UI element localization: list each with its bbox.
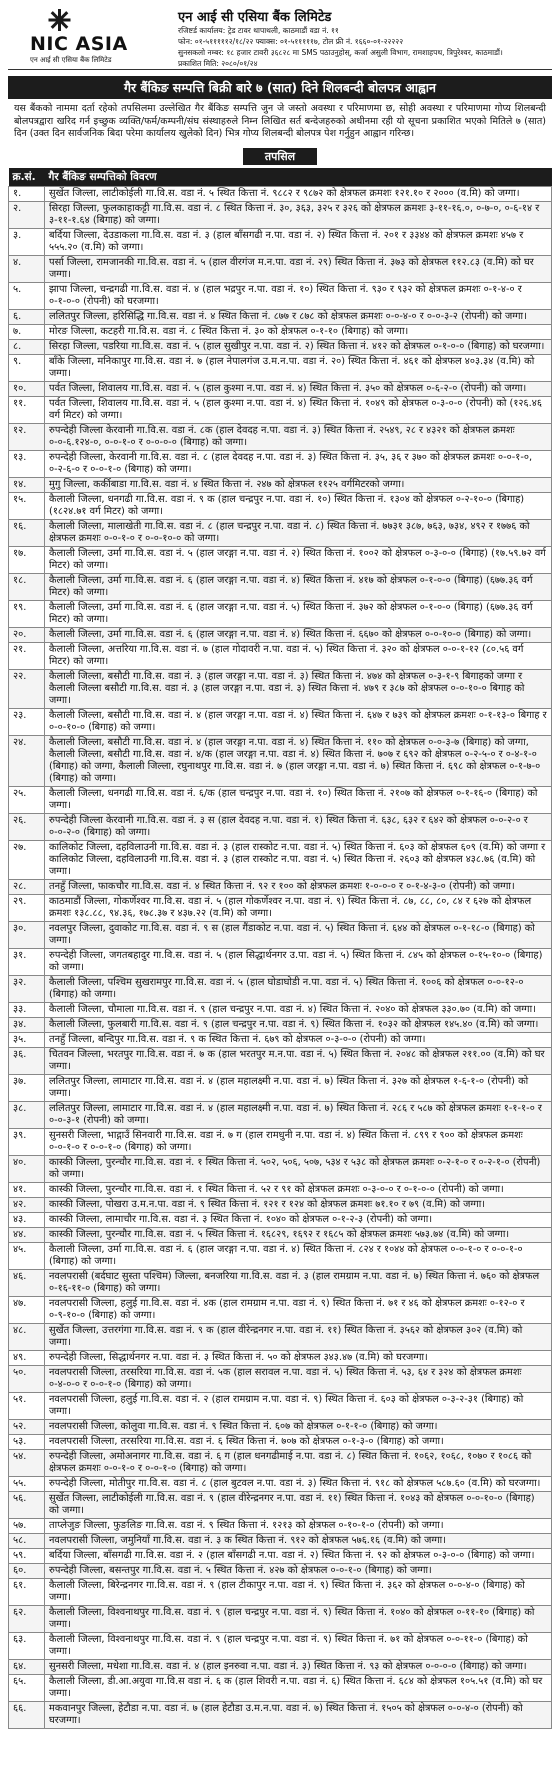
row-serial-number: १८.	[9, 573, 45, 600]
row-serial-number: ६०.	[9, 1563, 45, 1578]
row-serial-number: २९.	[9, 894, 45, 921]
row-serial-number: ४६.	[9, 1269, 45, 1296]
row-serial-number: ५९.	[9, 1548, 45, 1563]
row-serial-number: ३२.	[9, 975, 45, 1002]
table-row	[9, 1182, 552, 1197]
logo-name: NIC ASIA	[30, 32, 128, 55]
table-row	[9, 600, 552, 627]
table-row	[9, 324, 552, 339]
row-serial-number: ५३.	[9, 1434, 45, 1449]
row-serial-number: ६२.	[9, 1605, 45, 1632]
bank-contact: फोन: ०१-५१११११२/१८/२२ फ्याक्स: ०१-५१११११७, टोल फ्री नं. १६६०-०१-२२२२२	[178, 37, 404, 46]
bank-logo	[8, 4, 178, 69]
col-sn-header: क्र.सं.	[9, 168, 45, 187]
row-property-description: रुपन्देही जिल्ला, केरवानी गा.वि.स. वडा नं. ८ (हाल देवदह न.पा. वडा नं. ३) स्थित कित्ता नं. ३५, ३६ र ३७० को क्षेत्रफल क्रमशः ०-०-१-०, ०-२-६-० र ०-०-१-० (बिगाह) को जग्गा।	[45, 450, 552, 477]
row-serial-number: ५६.	[9, 1491, 45, 1518]
row-property-description: नवलपरासी जिल्ला, तरसरिया गा.वि.स. वडा नं. ६ स्थित कित्ता नं. ७०७ को क्षेत्रफल ०-१-३-० (बिगाह) को जग्गा।	[45, 1434, 552, 1449]
row-serial-number: ६४.	[9, 1659, 45, 1674]
row-serial-number: १७.	[9, 546, 45, 573]
table-row	[9, 627, 552, 642]
table-row	[9, 948, 552, 975]
row-serial-number: ३८.	[9, 1101, 45, 1128]
table-row	[9, 1476, 552, 1491]
row-serial-number: ३०.	[9, 921, 45, 948]
table-row	[9, 309, 552, 324]
row-property-description: रुपन्देही जिल्ला, बसन्तपुर गा.वि.स. वडा नं. ५ स्थित कित्ता नं. ४२७ को क्षेत्रफल ०-०-१-० (बिगाह) को जग्गा।	[45, 1563, 552, 1578]
row-property-description: ललितपुर जिल्ला, लामाटार गा.वि.स. वडा नं. ४ (हाल महालक्ष्मी न.पा. वडा नं. ७) स्थित कित्ता नं. ३२७ को क्षेत्रफल १-६-१-० (रोपनी) को जग्गा।	[45, 1074, 552, 1101]
row-property-description: कैलाली जिल्ला, बसौटी गा.वि.स. वडा नं. ४ (हाल जरङ्गा न.पा. वडा नं. ४) स्थित कित्ता नं. ११० को क्षेत्रफल ०-०-३-७ (बिगाह) को जग्गा, कैलाली जिल्ला, बसौटी गा.वि.स. वडा नं. ४/क (हाल जरङ्गा न.पा. वडा नं. ४) स्थित कित्ता नं. ७०७ र ६९२ को क्षेत्रफल ०-२-५-० र ०-४-१-० (बिगाह) को जग्गा, कैलाली जिल्ला, रघुनाथपुर गा.वि.स. वडा नं. ७ (हाल जरङ्गा न.पा. वडा नं. ७) स्थित कित्ता नं. ६९८ को क्षेत्रफल ०-१-७-० (बिगाह) को जग्गा।	[45, 735, 552, 786]
table-header-row	[9, 168, 552, 187]
table-row	[9, 708, 552, 735]
table-row	[9, 879, 552, 894]
row-property-description: कैलाली जिल्ला, बसौटी गा.वि.स. वडा नं. ३ (हाल जरङ्गा न.पा. वडा नं. ३) स्थित कित्ता नं. ४७४ को क्षेत्रफल ०-३-१-९ बिगाहको जग्गा र कैलाली जिल्ला बसौटी गा.वि.स. वडा नं. ३ (हाल जरङ्गा न.पा. वडा नं. ३) स्थित कित्ता नं. ४७९ र ३८७ को क्षेत्रफल ०-०-१०-० बिगाह को जग्गा।	[45, 669, 552, 708]
row-serial-number: २.	[9, 201, 45, 228]
table-row	[9, 1350, 552, 1365]
row-property-description: कैलाली जिल्ला, डी.आ.अयुवा गा.वि.स वडा नं. ६ क (हाल शिवरी न.पा. वडा नं. ६) स्थित कित्ता नं. ६८४ को क्षेत्रफल १०५.५१ (व.मि) को घर जग्गा।	[45, 1674, 552, 1701]
table-row	[9, 1533, 552, 1548]
row-property-description: ललितपुर जिल्ला, हरिसिद्धि गा.वि.स. वडा नं. ४ स्थित कित्ता नं. ८७७ र ८७८ को क्षेत्रफल क्रमशः ०-०-४-० र ०-०-३-२ (रोपनी) को जग्गा।	[45, 309, 552, 324]
table-row	[9, 1419, 552, 1434]
row-property-description: कैलाली जिल्ला, अत्तरिया गा.वि.स. वडा नं. ७ (हाल गोदावरी न.पा. वडा नं. ५) स्थित कित्ता नं. ३२० को क्षेत्रफल ०-०-१-१२ (८०.५६ वर्ग मिटर) को जग्गा।	[45, 642, 552, 669]
row-property-description: रुपन्देही जिल्ला केरवानी गा.वि.स. वडा नं. ३ स (हाल देवदह न.पा. वडा नं. १) स्थित कित्ता नं. ६३८, ६३२ र ६४२ को क्षेत्रफल ०-०-२-० र ०-०-२-० (बिगाह) को जग्गा।	[45, 813, 552, 840]
row-property-description: कैलाली जिल्ला, विश्वनाथपुर गा.वि.स. वडा नं. ९ (हाल चन्द्रपुर न.पा. वडा नं. ९) स्थित कित्ता नं. १०४० को क्षेत्रफल ०-११-१० (बिगाह) को जग्गा।	[45, 1605, 552, 1632]
row-serial-number: ४५.	[9, 1242, 45, 1269]
row-property-description: कैलाली जिल्ला, धनगढी गा.वि.स. वडा नं. ६/क (हाल चन्द्रपुर न.पा. वडा नं. १०) स्थित कित्ता नं. २१०७ को क्षेत्रफल ०-१-१६-० (बिगाह) को जग्गा।	[45, 786, 552, 813]
table-row	[9, 1449, 552, 1476]
row-serial-number: ५४.	[9, 1449, 45, 1476]
table-row	[9, 1269, 552, 1296]
row-serial-number: १६.	[9, 519, 45, 546]
row-serial-number: १२.	[9, 423, 45, 450]
row-serial-number: २१.	[9, 642, 45, 669]
row-property-description: कालिकोट जिल्ला, दहविलाउनी गा.वि.स. वडा नं. ३ (हाल रास्कोट न.पा. वडा नं. ५) स्थित कित्ता नं. ६०३ को क्षेत्रफल ६०९ (व.मि) को जग्गा र कालिकोट जिल्ला, दहविलाउनी गा.वि.स. वडा नं. ३ (हाल रास्कोट न.पा. वडा नं. ५) स्थित कित्ता नं. २६०३ को क्षेत्रफल ४३८.७६ (व.मि) को जग्गा।	[45, 840, 552, 879]
row-property-description: झापा जिल्ला, चन्द्रगढी गा.वि.स. वडा नं. ४ (हाल भद्रपुर न.पा. वडा नं. १०) स्थित कित्ता नं. ९३० र ९३२ को क्षेत्रफल क्रमशः ०-१-४-० र ०-१-०-० (रोपनी) को घरजग्गा।	[45, 282, 552, 309]
table-row	[9, 228, 552, 255]
row-serial-number: ५.	[9, 282, 45, 309]
row-serial-number: ५१.	[9, 1392, 45, 1419]
table-row	[9, 1047, 552, 1074]
row-serial-number: ६१.	[9, 1578, 45, 1605]
table-row	[9, 255, 552, 282]
row-serial-number: ३६.	[9, 1047, 45, 1074]
row-serial-number: ५८.	[9, 1533, 45, 1548]
table-row	[9, 813, 552, 840]
row-property-description: कास्की जिल्ला, पोखरा उ.म.न.पा. वडा नं. ९ स्थित कित्ता नं. १२१ र १२४ को क्षेत्रफल क्रमशः ७१.१० र ७९ (व.मि) को जग्गा।	[45, 1197, 552, 1212]
row-property-description: कैलाली जिल्ला, विश्वनाथपुर गा.वि.स. वडा नं. ९ (हाल चन्द्रपुर न.पा. वडा नं. ९) स्थित कित्ता नं. ७१ को क्षेत्रफल ०-०-११-० (बिगाह) को जग्गा।	[45, 1632, 552, 1659]
row-property-description: कास्की जिल्ला, पुरन्चौर गा.वि.स. वडा नं. १ स्थित कित्ता नं. ५०२, ५०६, ५०७, ५३४ र ५३८ को क्षेत्रफल क्रमशः ०-२-१-० र ०-२-१-० (रोपनी) को जग्गा।	[45, 1155, 552, 1182]
table-row	[9, 921, 552, 948]
row-property-description: सिरहा जिल्ला, पडरिया गा.वि.स. वडा नं. ५ (हाल सुखीपुर न.पा. वडा नं. २) स्थित कित्ता नं. ४१२ को क्षेत्रफल ०-१-०-० (बिगाह) को घरजग्गा।	[45, 339, 552, 354]
table-row	[9, 477, 552, 492]
bank-sms: सुनसकलो नम्बर: १८ हजार टावरी ३६८२८ मा SMS पठाउनुहोस्, कर्जा असुली विभाग, रामशाहपथ, त्रिपुरेश्वर, काठमाडौं।	[178, 48, 503, 57]
row-property-description: कास्की जिल्ला, लामाचौर गा.वि.स. वडा नं. ३ स्थित कित्ता नं. १०४० को क्षेत्रफल ०-१-२-३ (रोपनी) को जग्गा।	[45, 1212, 552, 1227]
row-property-description: मुगु जिल्ला, कर्कीबाडा गा.वि.स. वडा नं. ४ स्थित कित्ता नं. २४७ को क्षेत्रफल ११२५ वर्गमिटरको जग्गा।	[45, 477, 552, 492]
row-property-description: तनहुँ जिल्ला, फाकचौर गा.वि.स. वडा नं. ४ स्थित कित्ता नं. ९२ र १०० को क्षेत्रफल क्रमशः १-०-०-० र ०-१-४-३-० (रोपनी) को जग्गा।	[45, 879, 552, 894]
row-property-description: सुर्खेत जिल्ला, लाटीकोईली गा.वि.स. वडा नं. ९ (हाल वीरेन्द्रनगर न.पा. वडा नं. ११) स्थित कित्ता नं. १०४३ को क्षेत्रफल ०-०-१०-० (बिगाह) को जग्गा।	[45, 1491, 552, 1518]
row-serial-number: २५.	[9, 786, 45, 813]
table-row	[9, 282, 552, 309]
row-serial-number: ३९.	[9, 1128, 45, 1155]
table-row	[9, 1518, 552, 1533]
row-serial-number: ३३.	[9, 1002, 45, 1017]
row-property-description: नवलपरासी (बर्दघाट सुस्ता पश्चिम) जिल्ला, बनजरिया गा.वि.स. वडा नं. ३ (हाल रामग्राम न.पा. वडा नं. ७) स्थित कित्ता नं. ७६० को क्षेत्रफल ०-१६-११-० (बिगाह) को जग्गा।	[45, 1269, 552, 1296]
row-property-description: बर्दिया जिल्ला, बाँसगढी गा.वि.स. वडा नं. २ (हाल बाँसगढी न.पा. वडा नं. २) स्थित कित्ता नं. ९२ को क्षेत्रफल ०-३-०-० (बिगाह) को जग्गा।	[45, 1548, 552, 1563]
section-title	[8, 148, 552, 165]
row-property-description: मोरङ जिल्ला, कटहरी गा.वि.स. वडा नं. ८ स्थित कित्ता नं. ३० को क्षेत्रफल ०-१-१० (बिगाह) को जग्गा।	[45, 324, 552, 339]
row-serial-number: ५२.	[9, 1419, 45, 1434]
star-icon	[48, 9, 70, 31]
row-serial-number: १.	[9, 186, 45, 201]
table-row	[9, 1032, 552, 1047]
row-property-description: रुपन्देही जिल्ला, मोतीपुर गा.वि.स. वडा नं. ८ (हाल बुटवल न.पा. वडा नं. ३) स्थित कित्ता नं. ९१८ को क्षेत्रफल ५८७.६० (व.मि) को घरजग्गा।	[45, 1476, 552, 1491]
row-property-description: कैलाली जिल्ला, मालाखेती गा.वि.स. वडा नं. ८ (हाल चन्द्रपुर न.पा. वडा नं. ८) स्थित कित्ता नं. ७७३१ ३८७, ७६३, ७३४, ४९२ र १७७६ को क्षेत्रफल क्रमशः ०-०-१-० र ०-०-१०-० को जग्गा।	[45, 519, 552, 546]
row-serial-number: २७.	[9, 840, 45, 879]
row-property-description: कैलाली जिल्ला, बसौटी गा.वि.स. वडा नं. ४ (हाल जरङ्गा न.पा. वडा नं. ४) स्थित कित्ता नं. ६४७ र ७३९ को क्षेत्रफल क्रमशः ०-१-१३-० बिगाह र ०-०-१०-० (बिगाह) को जग्गा।	[45, 708, 552, 735]
row-serial-number: १३.	[9, 450, 45, 477]
notice-title: गैर बैंकिङ सम्पत्ति बिक्री बारे ७ (सात) दिने शिलबन्दी बोलपत्र आह्वान	[8, 76, 552, 99]
row-serial-number: ९.	[9, 354, 45, 381]
row-property-description: कैलाली जिल्ला, धनगढी गा.वि.स. वडा नं. ९ क (हाल चन्द्रपुर न.पा. वडा नं. १०) स्थित कित्ता नं. १३०४ को क्षेत्रफल ०-२-१०-० (बिगाह) (१८२४.७१ वर्ग मिटर) को जग्गा।	[45, 492, 552, 519]
table-row	[9, 1563, 552, 1578]
row-serial-number: ३५.	[9, 1032, 45, 1047]
row-property-description: नवलपुर जिल्ला, दुवाकोट गा.वि.स. वडा नं. ९ स (हाल गैंडाकोट न.पा. वडा नं. ५) स्थित कित्ता नं. ६४४ को क्षेत्रफल ०-१-१८-० (बिगाह) को जग्गा।	[45, 921, 552, 948]
row-property-description: सुनसरी जिल्ला, भाद्गाउँ सिनवारी गा.वि.स. वडा नं. ७ ग (हाल रामधुनी न.पा. वडा नं. ४) स्थित कित्ता नं. ८९९ र ९०० को क्षेत्रफल क्रमशः ०-०-१-० र ०-०-१-० (बिगाह) को जग्गा।	[45, 1128, 552, 1155]
row-serial-number: ४३.	[9, 1212, 45, 1227]
row-serial-number: ६५.	[9, 1674, 45, 1701]
row-serial-number: ११.	[9, 396, 45, 423]
row-serial-number: ६६.	[9, 1701, 45, 1728]
row-serial-number: २६.	[9, 813, 45, 840]
table-row	[9, 1074, 552, 1101]
row-property-description: रुपन्देही जिल्ला केरवानी गा.वि.स. वडा नं. ८क (हाल देवदह न.पा. वडा नं. ३) स्थित कित्ता नं. २५४९, २८ र ४३२१ को क्षेत्रफल क्रमशः ०-०-६.१२४-०, ०-०-१-० र ०-०-०-० (बिगाह) को जग्गा।	[45, 423, 552, 450]
table-row	[9, 1491, 552, 1518]
row-serial-number: ८.	[9, 339, 45, 354]
row-serial-number: ३७.	[9, 1074, 45, 1101]
row-serial-number: ५७.	[9, 1518, 45, 1533]
row-serial-number: ४७.	[9, 1296, 45, 1323]
row-property-description: रुपन्देही जिल्ला, जगतबहादुर गा.वि.स. वडा नं. ५ (हाल सिद्धार्थनगर उ.पा. वडा नं. ५) स्थित कित्ता नं. ८४५ को क्षेत्रफल ०-१५-१०-० (बिगाह) को जग्गा।	[45, 948, 552, 975]
bank-name: एन आई सी एसिया बैंक लिमिटेड	[178, 10, 332, 25]
row-property-description: रुपन्देही जिल्ला, सिद्धार्थनगर न.पा. वडा नं. ३ स्थित कित्ता नं. ५० को क्षेत्रफल ३४३.४७ (व.मि) को घरजग्गा।	[45, 1350, 552, 1365]
table-row	[9, 1227, 552, 1242]
row-serial-number: १०.	[9, 381, 45, 396]
table-row	[9, 1578, 552, 1605]
table-row	[9, 1155, 552, 1182]
table-row	[9, 840, 552, 879]
row-serial-number: २३.	[9, 708, 45, 735]
table-row	[9, 1674, 552, 1701]
row-property-description: कास्की जिल्ला, पुरन्चौर गा.वि.स. वडा नं. १ स्थित कित्ता नं. ५२ र ९१ को क्षेत्रफल क्रमशः ०-३-०-० र ०-१-०-० (रोपनी) को जग्गा।	[45, 1182, 552, 1197]
row-property-description: सुर्खेत जिल्ला, उत्तरगंगा गा.वि.स. वडा नं. ९ क (हाल वीरेन्द्रनगर न.पा. वडा नं. ११) स्थित कित्ता नं. ३५६२ को क्षेत्रफल ३०२ (व.मि) को जग्गा।	[45, 1323, 552, 1350]
table-row	[9, 1323, 552, 1350]
table-row	[9, 201, 552, 228]
row-property-description: कास्की जिल्ला, पुरन्चौर गा.वि.स. वडा नं. ५ स्थित कित्ता नं. १६८२९, १६९२ र १६८५ को क्षेत्रफल क्रमशः ५७३.७४ (व.मि) को जग्गा।	[45, 1227, 552, 1242]
row-property-description: काठमाडौं जिल्ला, गोकर्णेश्वर गा.वि.स. वडा नं. ५ (हाल गोकर्णेश्वर न.पा. वडा नं. ९) स्थित कित्ता नं. ८७, ८८, ८०, ८४ र ६२७ को क्षेत्रफल क्रमशः १३८.८८, ९४.३६, १७८.३७ र ४३७.२२ (व.मि) को जग्गा।	[45, 894, 552, 921]
row-serial-number: २२.	[9, 669, 45, 708]
table-row	[9, 573, 552, 600]
table-row	[9, 492, 552, 519]
notice-intro: यस बैंकको नाममा दर्ता रहेको तपसिलमा उल्लेखित गैर बैंकिङ सम्पत्ति जुन जे जस्तो अवस्था र परिमाणमा छ, सोही अवस्था र परिमाणमा गोप्य शिलबन्दी बोलपत्रद्वारा खरिद गर्न इच्छुक व्यक्ति/फर्म/कम्पनी/संघ संस्थाहरुले निम्न लिखित सर्त बन्देजहरुको अधीनमा रही यो सूचना प्रकाशित भएको मितिले ७ (सात) दिन (उक्त दिन सार्वजनिक बिदा परेमा कार्यालय खुलेको दिन) भित्र गोप्य शिलबन्दी बोलपत्र पेश गर्नुहुन आह्वान गरिन्छ।	[14, 103, 546, 139]
row-serial-number: २८.	[9, 879, 45, 894]
row-serial-number: ४८.	[9, 1323, 45, 1350]
row-serial-number: ४२.	[9, 1197, 45, 1212]
table-row	[9, 1434, 552, 1449]
row-property-description: बाँके जिल्ला, मनिकापुर गा.वि.स. वडा नं. ७ (हाल नेपालगंज उ.म.न.पा. वडा नं. २०) स्थित कित्ता नं. ४६१ को क्षेत्रफल ४०३.३४ (व.मि) को जग्गा।	[45, 354, 552, 381]
table-row	[9, 1605, 552, 1632]
row-property-description: नवलपरासी जिल्ला, कोलुवा गा.वि.स. वडा नं. ९ स्थित कित्ता नं. ६०७ को क्षेत्रफल ०-१-१-० (बिगाह) को जग्गा।	[45, 1419, 552, 1434]
table-row	[9, 1212, 552, 1227]
col-desc-header: गैर बैंकिङ सम्पत्तिको विवरण	[45, 168, 552, 187]
row-serial-number: २४.	[9, 735, 45, 786]
table-row	[9, 975, 552, 1002]
row-serial-number: १५.	[9, 492, 45, 519]
logo-tagline: एन आई सी एसिया बैंक लिमिटेड	[30, 55, 112, 64]
row-property-description: तनहुँ जिल्ला, बन्दिपुर गा.वि.स. वडा नं. ९ क स्थित कित्ता नं. ६७९ को क्षेत्रफल ०-३-०-० (रोपनी) को जग्गा।	[45, 1032, 552, 1047]
row-serial-number: ७.	[9, 324, 45, 339]
table-row	[9, 1392, 552, 1419]
row-serial-number: ४०.	[9, 1155, 45, 1182]
publish-date: प्रकाशित मिति: २०८०/०१/२४	[178, 59, 258, 68]
row-serial-number: १९.	[9, 600, 45, 627]
table-row	[9, 894, 552, 921]
table-row	[9, 519, 552, 546]
row-property-description: नवलपरासी जिल्ला, हलुई गा.वि.स. वडा नं. २ (हाल रामग्राम न.पा. वडा नं. ९) स्थित कित्ता नं. ६०३ को क्षेत्रफल ०-३-२-३१ (बिगाह) को जग्गा।	[45, 1392, 552, 1419]
row-property-description: कैलाली जिल्ला, उर्मा गा.वि.स. वडा नं. ६ (हाल जरङ्गा न.पा. वडा नं. ५) स्थित कित्ता नं. ३७२ को क्षेत्रफल ०-१-०-० (बिगाह) (६७७.३६ वर्ग मिटर) को जग्गा।	[45, 600, 552, 627]
table-row	[9, 396, 552, 423]
table-row	[9, 1365, 552, 1392]
table-row	[9, 381, 552, 396]
row-property-description: मकवानपुर जिल्ला, हेटौडा न.पा. वडा नं. ७ (हाल हेटौडा उ.म.न.पा. वडा नं. ७) स्थित कित्ता नं. १५०५ को क्षेत्रफल ०-०-४-० (रोपनी) को घरजग्गा।	[45, 1701, 552, 1728]
bank-header	[8, 4, 552, 70]
table-row	[9, 1701, 552, 1728]
table-row	[9, 1002, 552, 1017]
bank-address: रजिष्टर्ड कार्यालय: ट्रेड टावर थापाथली, काठमाडौं वडा नं. ११	[178, 26, 339, 35]
table-row	[9, 546, 552, 573]
section-title-label: तपसिल	[243, 148, 317, 165]
table-row	[9, 339, 552, 354]
row-serial-number: ४४.	[9, 1227, 45, 1242]
row-serial-number: १४.	[9, 477, 45, 492]
row-property-description: रुपन्देही जिल्ला, अमोअनागर गा.वि.स. वडा नं. ६ ग (हाल धनगढीमाई न.पा. वडा नं. ८) स्थित कित्ता नं. १०६२, १०६८, १०७० र १०८६ को क्षेत्रफल क्रमशः ०-०-१-० र ०-०-१-० (बिगाह) को जग्गा।	[45, 1449, 552, 1476]
table-row	[9, 423, 552, 450]
row-property-description: नवलपरासी जिल्ला, जमुनियाँ गा.वि.स. वडा नं. ३ क स्थित कित्ता नं. ९१२ को क्षेत्रफल ५७६.१६ (व.मि) को जग्गा।	[45, 1533, 552, 1548]
row-serial-number: ४१.	[9, 1182, 45, 1197]
row-serial-number: ३.	[9, 228, 45, 255]
row-serial-number: ५५.	[9, 1476, 45, 1491]
table-body	[9, 186, 552, 1728]
table-row	[9, 669, 552, 708]
row-property-description: सुर्खेत जिल्ला, लाटीकोईली गा.वि.स. वडा नं. ५ स्थित कित्ता नं. ९८८२ र ९८७२ को क्षेत्रफल क्रमशः १२१.१० र २००० (व.मि) को जग्गा।	[45, 186, 552, 201]
row-property-description: कैलाली जिल्ला, उर्मा गा.वि.स. वडा नं. ५ (हाल जरङ्गा न.पा. वडा नं. २) स्थित कित्ता नं. १००२ को क्षेत्रफल ०-३-०-० (बिगाह) (१७.५९.७२ वर्ग मिटर) को जग्गा।	[45, 546, 552, 573]
row-serial-number: ६.	[9, 309, 45, 324]
row-property-description: बर्दिया जिल्ला, देउडाकला गा.वि.स. वडा नं. ३ (हाल बाँसगढी न.पा. वडा नं. २) स्थित कित्ता नं. २०१ र ३३४४ को क्षेत्रफल क्रमशः ४५७ र ५५५.२० (व.मि) को जग्गा।	[45, 228, 552, 255]
row-serial-number: ३४.	[9, 1017, 45, 1032]
row-property-description: पर्सा जिल्ला, रामजानकी गा.वि.स. वडा नं. ५ (हाल वीरगंज म.न.पा. वडा नं. २९) स्थित कित्ता नं. ३७३ को क्षेत्रफल ११२.८३ (व.मि) को घर जग्गा।	[45, 255, 552, 282]
table-row	[9, 1017, 552, 1032]
row-property-description: पर्वत जिल्ला, शिवालय गा.वि.स. वडा नं. ५ (हाल कुश्मा न.पा. वडा नं. ४) स्थित कित्ता नं. १०४९ को क्षेत्रफल ०-३-०-० (रोपनी) को (१२६.४६ वर्ग मिटर) को जग्गा।	[45, 396, 552, 423]
table-row	[9, 186, 552, 201]
row-serial-number: ३१.	[9, 948, 45, 975]
row-property-description: कैलाली जिल्ला, फुलबारी गा.वि.स. वडा नं. ९ (हाल चन्द्रपुर न.पा. वडा नं. ९) स्थित कित्ता नं. १०३२ को क्षेत्रफल १४५.४० (व.मि) को जग्गा।	[45, 1017, 552, 1032]
property-table	[8, 168, 552, 1729]
row-property-description: सुनसरी जिल्ला, मधेशा गा.वि.स. वडा नं. ४ (हाल इनरुवा न.पा. वडा नं. ३) स्थित कित्ता नं. ९३ को क्षेत्रफल ०-०-०-० (बिगाह) को जग्गा।	[45, 1659, 552, 1674]
row-property-description: कैलाली जिल्ला, उर्मा गा.वि.स. वडा नं. ६ (हाल जरङ्गा न.पा. वडा नं. ४) स्थित कित्ता नं. ४१७ को क्षेत्रफल ०-१-०-० (बिगाह) (६७७.३६ वर्ग मिटर) को जग्गा।	[45, 573, 552, 600]
row-serial-number: ४९.	[9, 1350, 45, 1365]
table-row	[9, 642, 552, 669]
table-row	[9, 1296, 552, 1323]
row-property-description: कैलाली जिल्ला, बिरेन्द्रनगर गा.वि.स. वडा नं. ९ (हाल टीकापुर न.पा. वडा नं. ९) स्थित कित्ता नं. ३६२ को क्षेत्रफल ०-०-४-० (बिगाह) को जग्गा।	[45, 1578, 552, 1605]
table-row	[9, 1548, 552, 1563]
table-row	[9, 735, 552, 786]
row-property-description: सिरहा जिल्ला, फुलकाहाकट्टी गा.वि.स. वडा नं. ८ स्थित कित्ता नं. ३०, ३६३, ३२५ र ३२६ को क्षेत्रफल क्रमशः ३-११-१६.०, ०-७-०, ०-६-१४ र ३-११-१.६४ (बिगाह) को जग्गा।	[45, 201, 552, 228]
table-row	[9, 1659, 552, 1674]
row-serial-number: ५०.	[9, 1365, 45, 1392]
row-property-description: पर्वत जिल्ला, शिवालय गा.वि.स. वडा नं. ५ (हाल कुश्मा न.पा. वडा नं. ४) स्थित कित्ता नं. ३५० को क्षेत्रफल ०-६-२-० (रोपनी) को जग्गा।	[45, 381, 552, 396]
table-row	[9, 354, 552, 381]
table-row	[9, 1101, 552, 1128]
row-serial-number: ४.	[9, 255, 45, 282]
bank-info	[178, 4, 552, 69]
row-property-description: नवलपरासी जिल्ला, तरसरिया गा.वि.स. वडा नं. ५क (हाल सरावल न.पा. वडा नं. ५) स्थित कित्ता नं. ५३, ६४ र ३२४ को क्षेत्रफल क्रमशः ०-४-०-० र ०-०-१-० (बिगाह) को जग्गा।	[45, 1365, 552, 1392]
table-row	[9, 786, 552, 813]
table-row	[9, 1632, 552, 1659]
row-property-description: कैलाली जिल्ला, उर्मा गा.वि.स. वडा नं. ६ (हाल जरङ्गा न.पा. वडा नं. ४) स्थित कित्ता नं. ८२४ र १०४४ को क्षेत्रफल ०-०-१-० र ०-०-१-० (बिगाह) को जग्गा।	[45, 1242, 552, 1269]
row-property-description: कैलाली जिल्ला, पश्चिम सुखरामपुर गा.वि.स. वडा नं. ५ (हाल घोडाघोडी न.पा. वडा नं. ५) स्थित कित्ता नं. १००६ को क्षेत्रफल ०-०-१२-० (बिगाह) को जग्गा।	[45, 975, 552, 1002]
table-row	[9, 1242, 552, 1269]
row-property-description: कैलाली जिल्ला, उर्मा गा.वि.स. वडा नं. ६ (हाल जरङ्गा न.पा. वडा नं. ४) स्थित कित्ता नं. ६६७० को क्षेत्रफल ०-०-१०-० (बिगाह) को जग्गा।	[45, 627, 552, 642]
row-property-description: ताप्लेजुङ जिल्ला, फुङलिङ गा.वि.स. वडा नं. ९ स्थित कित्ता नं. १२१३ को क्षेत्रफल ०-१०-१-० (रोपनी) को जग्गा।	[45, 1518, 552, 1533]
row-property-description: नवलपरासी जिल्ला, हलुई गा.वि.स. वडा नं. ४क (हाल रामग्राम न.पा. वडा नं. ९) स्थित कित्ता नं. ७१ र ४६ को क्षेत्रफल क्रमशः ०-१२-० र ०-९-१०-० (बिगाह) को जग्गा।	[45, 1296, 552, 1323]
table-row	[9, 1197, 552, 1212]
row-serial-number: ६३.	[9, 1632, 45, 1659]
row-property-description: कैलाली जिल्ला, चौमाला गा.वि.स. वडा नं. ९ (हाल चन्द्रपुर न.पा. वडा नं. ४) स्थित कित्ता नं. २०४० को क्षेत्रफल ३३०.७० (व.मि) को जग्गा।	[45, 1002, 552, 1017]
row-serial-number: २०.	[9, 627, 45, 642]
table-row	[9, 450, 552, 477]
table-row	[9, 1128, 552, 1155]
row-property-description: चितवन जिल्ला, भरतपुर गा.वि.स. वडा नं. ७ क (हाल भरतपुर म.न.पा. वडा नं. ५) स्थित कित्ता नं. २०४८ को क्षेत्रफल २११.०० (व.मि) को घर जग्गा।	[45, 1047, 552, 1074]
row-property-description: ललितपुर जिल्ला, लामाटार गा.वि.स. वडा नं. ४ (हाल महालक्ष्मी न.पा. वडा नं. ७) स्थित कित्ता नं. २८६ र ५८७ को क्षेत्रफल क्रमशः १-१-१-० र ०-०-३-१ (रोपनी) को जग्गा।	[45, 1101, 552, 1128]
